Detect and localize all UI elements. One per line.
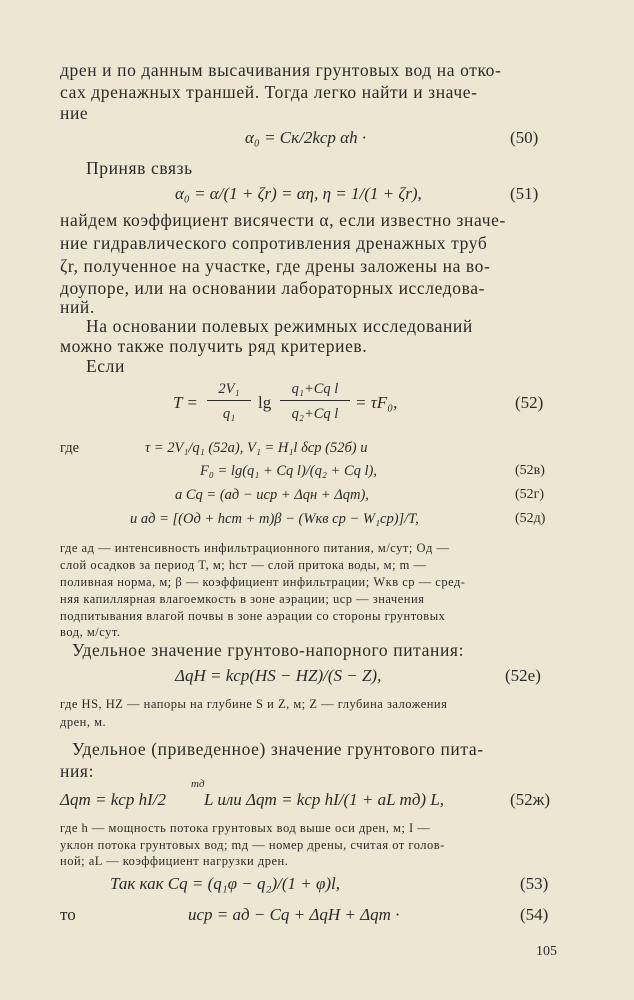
equation-number: (52ж) <box>510 790 551 809</box>
text-line: На основании полевых режимных исследований <box>86 316 473 336</box>
note-line: где aд — интенсивность инфильтрационного питания, м/сут; Oд — <box>60 541 450 555</box>
fraction-bar <box>280 400 350 401</box>
text-line: можно также получить ряд критериев. <box>60 336 368 356</box>
fraction-denominator: q₂+Cq l <box>291 406 339 422</box>
equation-52g: а Cq = (aд − uср + Δqн + Δqm), <box>175 487 369 503</box>
where-label: где <box>60 440 80 456</box>
equation-50: α₀ = Cк/2kср αh · <box>245 128 367 147</box>
text-line: найдем коэффициент висячести α, если известно значе- <box>60 210 506 230</box>
equation-52v: F₀ = lg(q₁ + Cq l)/(q₂ + Cq l), <box>200 463 377 479</box>
text-line: ния: <box>60 761 95 781</box>
equation-52zh-part2: L или Δqm = kср hI/(1 + aL mд) L, <box>204 790 445 809</box>
equation-number: (52е) <box>505 666 541 685</box>
text-line: Удельное значение грунтово-напорного питания: <box>72 640 465 660</box>
equation-number: (52в) <box>515 463 545 478</box>
fraction-numerator: 2V₁ <box>218 381 240 397</box>
equation-52-lhs: T = <box>173 393 198 412</box>
equation-number: (53) <box>520 874 549 893</box>
equation-number: (54) <box>520 905 549 924</box>
equation-number: (52г) <box>515 487 545 502</box>
page-number: 105 <box>536 944 557 959</box>
note-line: поливная норма, м; β — коэффициент инфильтрации; Wкв ср — сред- <box>60 575 466 589</box>
equation-number: (51) <box>510 184 539 203</box>
note-line: подпитывания влагой почвы в зоне аэрации со стороны грунтовых <box>60 609 446 623</box>
text-line: сах дренажных траншей. Тогда легко найти и значе- <box>60 82 478 102</box>
equation-51: α₀ = α/(1 + ζr) = αη, η = 1/(1 + ζr), <box>175 184 422 203</box>
text-line: ние гидравлического сопротивления дренажных труб <box>60 233 488 253</box>
text-line: ний. <box>60 297 95 317</box>
fraction-numerator: q₁+Cq l <box>291 381 339 397</box>
equation-52zh-part1: Δqm = kср hI/2 <box>60 790 166 809</box>
equation-54: uср = aд − Cq + ΔqH + Δqm · <box>188 905 400 924</box>
note-line: слой осадков за период T, м; hст — слой притока воды, м; m — <box>60 558 427 572</box>
text-line: Удельное (приведенное) значение грунтового пита- <box>72 739 484 759</box>
text-line: Если <box>86 356 125 376</box>
text-line: ζr, полученное на участке, где дрены заложены на во- <box>60 256 491 276</box>
note-line: няя капиллярная влагоемкость в зоне аэрации; uср — значения <box>60 592 425 606</box>
equation-number: (50) <box>510 128 539 147</box>
equation-number: (52) <box>515 393 544 412</box>
equation-52-rhs: = τF₀, <box>355 393 398 412</box>
equation-52e: ΔqH = kср(HS − HZ)/(S − Z), <box>175 666 382 685</box>
equation-52d: и aд = [(Oд + hст + m)β − (Wкв ср − W₁ср)]/T, <box>130 511 419 527</box>
equation-53: Так как Cq = (q₁φ − q₂)/(1 + φ)l, <box>110 874 340 893</box>
equation-number: (52д) <box>515 511 546 526</box>
equation-52a: τ = 2V₁/q₁ (52а), V₁ = H₁l δср (52б) и <box>145 440 368 456</box>
note-line: где h — мощность потока грунтовых вод выше оси дрен, м; I — <box>60 821 431 835</box>
text-line: дрен и по данным высачивания грунтовых вод на отко- <box>60 60 502 80</box>
log-operator: lg <box>258 393 272 412</box>
equation-superscript: mд <box>191 778 205 790</box>
note-line: уклон потока грунтовых вод; mд — номер дрены, считая от голов- <box>60 838 445 852</box>
then-label: то <box>60 905 76 924</box>
note-line: вод, м/сут. <box>60 625 121 639</box>
text-line: ние <box>60 103 89 123</box>
note-line: ной; aL — коэффициент нагрузки дрен. <box>60 854 289 868</box>
note-line: где HS, HZ — напоры на глубине S и Z, м; Z — глубина заложения <box>60 697 448 711</box>
fraction-denominator: q₁ <box>222 406 236 422</box>
fraction-bar <box>207 400 251 401</box>
note-line: дрен, м. <box>60 715 107 729</box>
text-line: доупоре, или на основании лабораторных исследова- <box>60 278 486 298</box>
text-line: Приняв связь <box>86 158 193 178</box>
